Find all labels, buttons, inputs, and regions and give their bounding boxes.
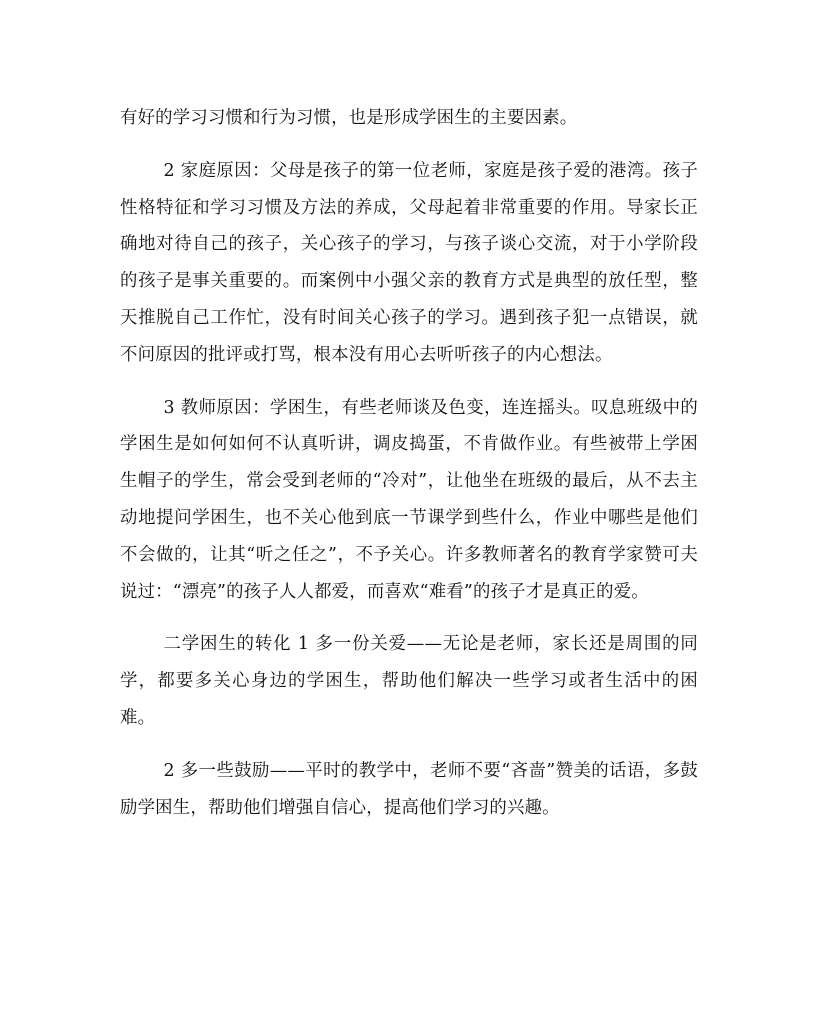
document-body [120, 100, 698, 842]
paragraph-teacher-reason: 3 教师原因：学困生，有些老师谈及色变，连连摇头。叹息班级中的学困生是如何如何不认真听讲，调皮捣蛋，不肯做作业。有些被带上学困生帽子的学生，常会受到老师的“冷对”，让他坐在班级的最后，从不去主动地提问学困生，也不关心他到底一节课学到些什么，作业中哪些是他们不会做的，让其“听之任之”，不予关心。许多教师著名的教育学家赞可夫说过：“漂亮”的孩子人人都爱，而喜欢“难看”的孩子才是真正的爱。 [120, 397, 698, 602]
paragraph-intro: 有好的学习习惯和行为习惯，也是形成学困生的主要因素。 [120, 108, 578, 128]
paragraph-family-reason: 2 家庭原因：父母是孩子的第一位老师，家庭是孩子爱的港湾。孩子性格特征和学习习惯及方法的养成，父母起着非常重要的作用。导家长正确地对待自己的孩子，关心孩子的学习，与孩子谈心交流，对于小学阶段的孩子是事关重要的。而案例中小强父亲的教育方式是典型的放任型，整天推脱自己工作忙，没有时间关心孩子的学习。遇到孩子犯一点错误，就不问原因的批评或打骂，根本没有用心去听听孩子的内心想法。 [120, 160, 698, 365]
paragraph-transformation-care: 二学困生的转化 1 多一份关爱——无论是老师，家长还是周围的同学，都要多关心身边的学困生，帮助他们解决一些学习或者生活中的困难。 [120, 634, 698, 728]
paragraph-transformation-encouragement: 2 多一些鼓励——平时的教学中，老师不要“吝啬”赞美的话语，多鼓励学困生，帮助他们增强自信心，提高他们学习的兴趣。 [120, 760, 698, 818]
